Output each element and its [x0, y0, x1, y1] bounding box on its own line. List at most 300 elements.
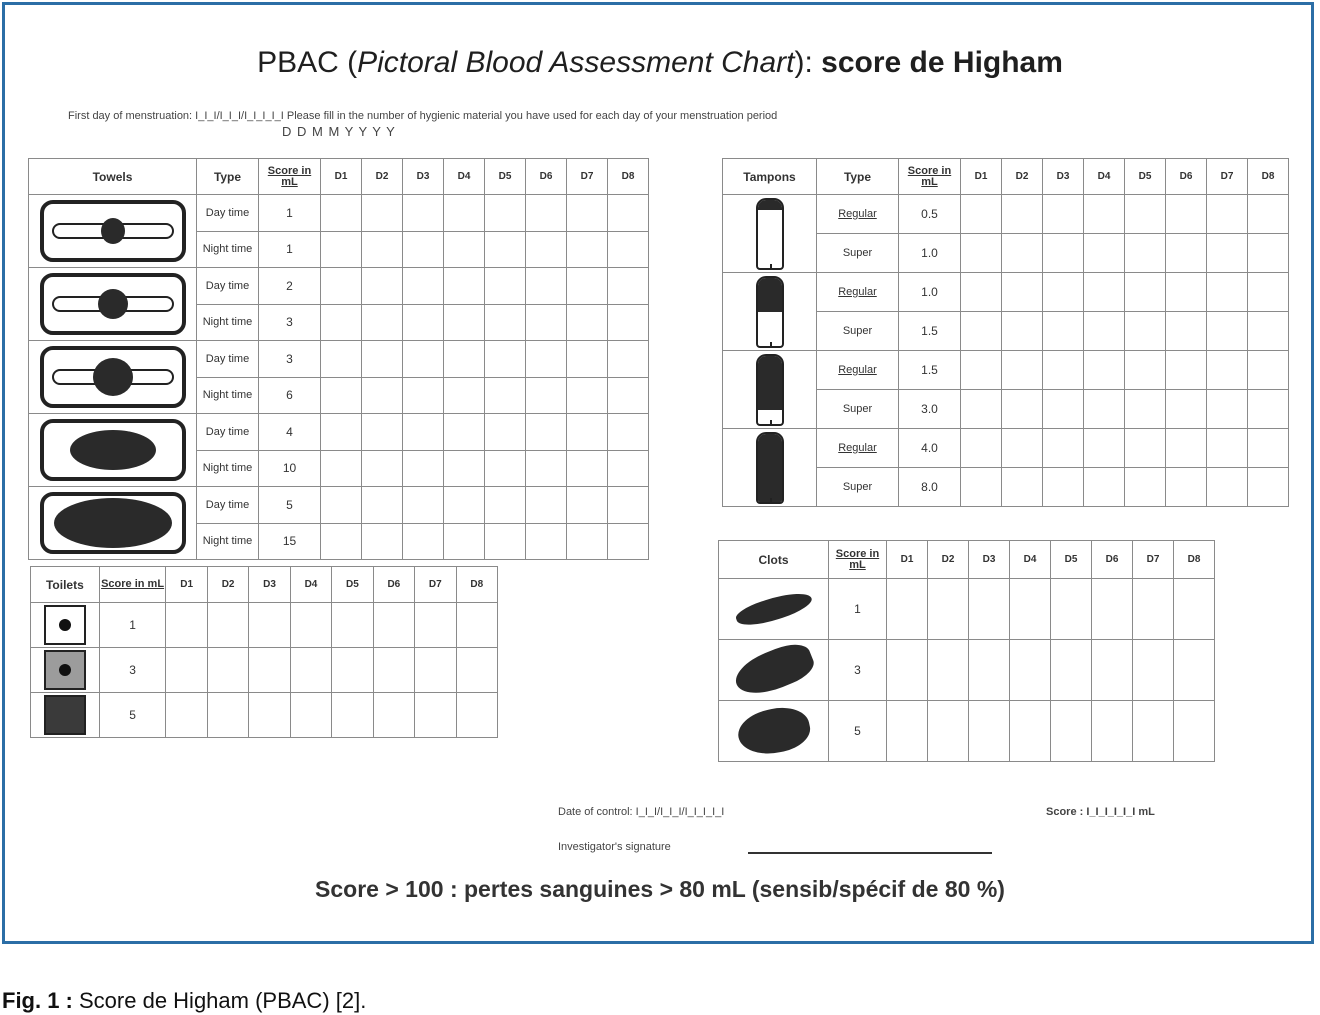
header-type: Type: [817, 159, 899, 195]
entry-cell-d8[interactable]: [608, 523, 649, 560]
toilet-image-cell: [31, 693, 100, 738]
entry-cell-d6[interactable]: [373, 693, 414, 738]
toilet-icon: [44, 695, 86, 735]
entry-cell-d2[interactable]: [1002, 468, 1043, 507]
entry-cell-d3[interactable]: [403, 450, 444, 487]
entry-cell-d8[interactable]: [608, 341, 649, 378]
entry-cell-d5[interactable]: [485, 523, 526, 560]
date-of-control: Date of control: I_I_I/I_I_I/I_I_I_I_I: [558, 806, 725, 818]
entry-cell-d7[interactable]: [1207, 429, 1248, 468]
header-day-d1: D1: [166, 567, 207, 603]
entry-cell-d4[interactable]: [444, 487, 485, 524]
entry-cell-d2[interactable]: [1002, 273, 1043, 312]
towel-type-label: Night time: [202, 462, 253, 475]
entry-cell-d7[interactable]: [1133, 579, 1174, 640]
towel-type: [197, 195, 259, 232]
entry-cell-d2[interactable]: [928, 701, 969, 762]
tampon-image-cell: [723, 195, 817, 273]
tampon-score: 1.5: [899, 312, 961, 351]
entry-cell-d8[interactable]: [608, 268, 649, 305]
entry-cell-d5[interactable]: [1125, 195, 1166, 234]
entry-cell-d1[interactable]: [961, 312, 1002, 351]
tampon-stain-icon: [758, 356, 782, 410]
entry-cell-d3[interactable]: [249, 693, 290, 738]
header-day-d6: D6: [373, 567, 414, 603]
tampon-stain-icon: [758, 200, 782, 210]
towel-image-cell: [29, 268, 197, 341]
towel-type: [197, 268, 259, 305]
entry-cell-d5[interactable]: [485, 377, 526, 414]
entry-cell-d6[interactable]: [526, 523, 567, 560]
entry-cell-d7[interactable]: [567, 450, 608, 487]
entry-cell-d5[interactable]: [485, 487, 526, 524]
entry-cell-d8[interactable]: [1248, 429, 1289, 468]
entry-cell-d1[interactable]: [321, 487, 362, 524]
entry-cell-d1[interactable]: [166, 693, 207, 738]
entry-cell-d3[interactable]: [249, 603, 290, 648]
tampon-row: [723, 429, 1289, 468]
caption-label: Fig. 1 :: [2, 988, 73, 1013]
entry-cell-d1[interactable]: [961, 429, 1002, 468]
entry-cell-d6[interactable]: [526, 304, 567, 341]
header-row: [31, 567, 498, 603]
tampon-row: [723, 351, 1289, 390]
header-item: Towels: [29, 159, 197, 195]
entry-cell-d4[interactable]: [444, 450, 485, 487]
header-item: Clots: [719, 541, 829, 579]
entry-cell-d5[interactable]: [1125, 429, 1166, 468]
entry-cell-d1[interactable]: [321, 450, 362, 487]
entry-cell-d4[interactable]: [290, 648, 331, 693]
header-day-d5: D5: [485, 159, 526, 195]
entry-cell-d7[interactable]: [415, 648, 456, 693]
entry-cell-d6[interactable]: [1166, 429, 1207, 468]
entry-cell-d3[interactable]: [969, 701, 1010, 762]
entry-cell-d8[interactable]: [1248, 312, 1289, 351]
title-part-2: Pictoral Blood Assessment Chart: [357, 46, 795, 79]
toilet-score: 1: [99, 603, 166, 648]
entry-cell-d3[interactable]: [1043, 234, 1084, 273]
entry-cell-d8[interactable]: [456, 693, 498, 738]
blood-drop-icon: [59, 619, 71, 631]
entry-cell-d6[interactable]: [1092, 701, 1133, 762]
entry-cell-d1[interactable]: [887, 701, 928, 762]
entry-cell-d8[interactable]: [456, 603, 498, 648]
tampon-type: [817, 312, 899, 351]
investigator-signature: Investigator's signature: [558, 841, 671, 853]
entry-cell-d8[interactable]: [1174, 640, 1215, 701]
entry-cell-d7[interactable]: [567, 414, 608, 451]
entry-cell-d6[interactable]: [1092, 640, 1133, 701]
entry-cell-d1[interactable]: [887, 579, 928, 640]
entry-cell-d4[interactable]: [444, 414, 485, 451]
header-day-d7: D7: [415, 567, 456, 603]
entry-cell-d6[interactable]: [526, 195, 567, 232]
header-day-d4: D4: [290, 567, 331, 603]
entry-cell-d2[interactable]: [362, 195, 403, 232]
tampon-string-icon: [770, 420, 772, 426]
entry-cell-d1[interactable]: [961, 273, 1002, 312]
entry-cell-d7[interactable]: [567, 523, 608, 560]
entry-cell-d4[interactable]: [1084, 468, 1125, 507]
header-day-d7: D7: [567, 159, 608, 195]
header-day-d4: D4: [1010, 541, 1051, 579]
entry-cell-d2[interactable]: [362, 414, 403, 451]
entry-cell-d3[interactable]: [1043, 351, 1084, 390]
entry-cell-d3[interactable]: [1043, 468, 1084, 507]
entry-cell-d8[interactable]: [608, 450, 649, 487]
header-day-d5: D5: [1051, 541, 1092, 579]
entry-cell-d4[interactable]: [1010, 579, 1051, 640]
entry-cell-d7[interactable]: [1207, 351, 1248, 390]
entry-cell-d4[interactable]: [444, 195, 485, 232]
entry-cell-d5[interactable]: [332, 603, 373, 648]
entry-cell-d2[interactable]: [362, 231, 403, 268]
entry-cell-d1[interactable]: [166, 648, 207, 693]
entry-cell-d4[interactable]: [1084, 390, 1125, 429]
towel-row: [29, 414, 649, 451]
toilets-table: [30, 566, 498, 738]
towel-type-label: Night time: [202, 316, 253, 329]
entry-cell-d8[interactable]: [608, 231, 649, 268]
entry-cell-d7[interactable]: [1207, 390, 1248, 429]
towel-row: [29, 195, 649, 232]
entry-cell-d8[interactable]: [608, 195, 649, 232]
entry-cell-d6[interactable]: [373, 648, 414, 693]
entry-cell-d5[interactable]: [1125, 312, 1166, 351]
header-day-d2: D2: [207, 567, 248, 603]
entry-cell-d6[interactable]: [1166, 468, 1207, 507]
entry-cell-d2[interactable]: [1002, 195, 1043, 234]
date-format: D D M M Y Y Y Y: [282, 124, 396, 139]
entry-cell-d5[interactable]: [1051, 640, 1092, 701]
entry-cell-d7[interactable]: [1207, 195, 1248, 234]
entry-cell-d7[interactable]: [1133, 640, 1174, 701]
entry-cell-d6[interactable]: [1092, 579, 1133, 640]
signature-line: [748, 852, 992, 854]
entry-cell-d3[interactable]: [403, 523, 444, 560]
title-part-1: PBAC (: [257, 46, 358, 79]
entry-cell-d2[interactable]: [928, 579, 969, 640]
entry-cell-d6[interactable]: [373, 603, 414, 648]
entry-cell-d8[interactable]: [1248, 273, 1289, 312]
entry-cell-d7[interactable]: [567, 377, 608, 414]
entry-cell-d8[interactable]: [608, 304, 649, 341]
entry-cell-d2[interactable]: [207, 693, 248, 738]
title-part-3: ):: [794, 46, 822, 79]
tampon-score: 0.5: [899, 195, 961, 234]
entry-cell-d4[interactable]: [290, 693, 331, 738]
entry-cell-d8[interactable]: [1248, 195, 1289, 234]
sanitary-towel-icon: [40, 346, 186, 408]
clot-row: [719, 640, 1215, 701]
entry-cell-d2[interactable]: [362, 487, 403, 524]
entry-cell-d4[interactable]: [1084, 351, 1125, 390]
towel-type-label: Night time: [202, 535, 253, 548]
blood-clot-icon: [729, 640, 817, 701]
entry-cell-d3[interactable]: [1043, 312, 1084, 351]
towel-type: [197, 304, 259, 341]
towel-score: 1: [259, 231, 321, 268]
entry-cell-d5[interactable]: [485, 231, 526, 268]
towel-image-cell: [29, 487, 197, 560]
entry-cell-d5[interactable]: [485, 414, 526, 451]
tampon-image-cell: [723, 351, 817, 429]
entry-cell-d7[interactable]: [567, 304, 608, 341]
entry-cell-d5[interactable]: [485, 304, 526, 341]
tampon-score: 1.0: [899, 234, 961, 273]
tampon-score: 4.0: [899, 429, 961, 468]
entry-cell-d1[interactable]: [961, 234, 1002, 273]
entry-cell-d2[interactable]: [207, 648, 248, 693]
entry-cell-d8[interactable]: [608, 377, 649, 414]
entry-cell-d1[interactable]: [166, 603, 207, 648]
entry-cell-d6[interactable]: [1166, 351, 1207, 390]
entry-cell-d4[interactable]: [1084, 429, 1125, 468]
entry-cell-d4[interactable]: [1084, 273, 1125, 312]
header-day-d1: D1: [887, 541, 928, 579]
entry-cell-d6[interactable]: [1166, 195, 1207, 234]
entry-cell-d3[interactable]: [1043, 195, 1084, 234]
towel-type-label: Day time: [205, 425, 250, 438]
entry-cell-d7[interactable]: [1207, 468, 1248, 507]
sanitary-towel-icon: [40, 419, 186, 481]
tampon-type: [817, 429, 899, 468]
entry-cell-d5[interactable]: [1125, 390, 1166, 429]
entry-cell-d3[interactable]: [1043, 273, 1084, 312]
entry-cell-d5[interactable]: [1125, 351, 1166, 390]
towel-type: [197, 341, 259, 378]
entry-cell-d4[interactable]: [290, 603, 331, 648]
entry-cell-d4[interactable]: [1084, 195, 1125, 234]
entry-cell-d6[interactable]: [526, 414, 567, 451]
entry-cell-d7[interactable]: [567, 195, 608, 232]
entry-cell-d5[interactable]: [1125, 468, 1166, 507]
tampon-score: 1.5: [899, 351, 961, 390]
entry-cell-d2[interactable]: [1002, 351, 1043, 390]
header-day-d5: D5: [332, 567, 373, 603]
entry-cell-d5[interactable]: [485, 195, 526, 232]
entry-cell-d2[interactable]: [362, 304, 403, 341]
entry-cell-d4[interactable]: [1010, 701, 1051, 762]
entry-cell-d3[interactable]: [403, 487, 444, 524]
entry-cell-d7[interactable]: [567, 268, 608, 305]
entry-cell-d6[interactable]: [526, 450, 567, 487]
towel-type: [197, 231, 259, 268]
tampon-type: [817, 390, 899, 429]
entry-cell-d6[interactable]: [526, 231, 567, 268]
entry-cell-d1[interactable]: [961, 195, 1002, 234]
entry-cell-d2[interactable]: [362, 450, 403, 487]
entry-cell-d7[interactable]: [567, 341, 608, 378]
entry-cell-d1[interactable]: [961, 390, 1002, 429]
entry-cell-d7[interactable]: [567, 231, 608, 268]
entry-cell-d2[interactable]: [1002, 429, 1043, 468]
entry-cell-d5[interactable]: [1051, 701, 1092, 762]
header-day-d3: D3: [969, 541, 1010, 579]
towel-type: [197, 377, 259, 414]
entry-cell-d6[interactable]: [526, 487, 567, 524]
entry-cell-d2[interactable]: [362, 377, 403, 414]
entry-cell-d3[interactable]: [403, 341, 444, 378]
tampon-type: [817, 351, 899, 390]
entry-cell-d6[interactable]: [1166, 390, 1207, 429]
entry-cell-d6[interactable]: [526, 268, 567, 305]
header-day-d1: D1: [961, 159, 1002, 195]
sanitary-towel-icon: [40, 492, 186, 554]
entry-cell-d2[interactable]: [207, 603, 248, 648]
header-day-d6: D6: [1092, 541, 1133, 579]
tampon-row: [723, 273, 1289, 312]
entry-cell-d3[interactable]: [403, 268, 444, 305]
entry-cell-d4[interactable]: [444, 304, 485, 341]
entry-cell-d2[interactable]: [362, 523, 403, 560]
header-score: Score in mL: [99, 567, 166, 603]
towel-type: [197, 487, 259, 524]
entry-cell-d8[interactable]: [1248, 234, 1289, 273]
entry-cell-d7[interactable]: [1207, 312, 1248, 351]
blood-drop-icon: [59, 664, 71, 676]
entry-cell-d3[interactable]: [403, 231, 444, 268]
entry-cell-d5[interactable]: [485, 268, 526, 305]
entry-cell-d8[interactable]: [608, 414, 649, 451]
entry-cell-d5[interactable]: [332, 693, 373, 738]
entry-cell-d3[interactable]: [249, 648, 290, 693]
clot-image-cell: [719, 579, 829, 640]
entry-cell-d4[interactable]: [444, 523, 485, 560]
entry-cell-d2[interactable]: [1002, 312, 1043, 351]
entry-cell-d3[interactable]: [403, 414, 444, 451]
entry-cell-d8[interactable]: [1174, 701, 1215, 762]
entry-cell-d7[interactable]: [567, 487, 608, 524]
entry-cell-d1[interactable]: [321, 268, 362, 305]
entry-cell-d1[interactable]: [961, 351, 1002, 390]
towel-type-label: Day time: [205, 352, 250, 365]
tampon-type-label: Super: [842, 403, 873, 415]
entry-cell-d6[interactable]: [526, 377, 567, 414]
tampon-image-cell: [723, 429, 817, 507]
entry-cell-d4[interactable]: [1084, 234, 1125, 273]
entry-cell-d7[interactable]: [1133, 701, 1174, 762]
toilet-icon: [44, 650, 86, 690]
entry-cell-d6[interactable]: [1166, 234, 1207, 273]
header-day-d1: D1: [321, 159, 362, 195]
blood-stain-icon: [54, 498, 172, 548]
entry-cell-d1[interactable]: [961, 468, 1002, 507]
entry-cell-d6[interactable]: [1166, 273, 1207, 312]
entry-cell-d2[interactable]: [362, 341, 403, 378]
entry-cell-d4[interactable]: [1010, 640, 1051, 701]
entry-cell-d4[interactable]: [444, 268, 485, 305]
page-title: [0, 46, 1320, 80]
towel-score: 3: [259, 341, 321, 378]
header-type: Type: [197, 159, 259, 195]
entry-cell-d7[interactable]: [1207, 273, 1248, 312]
entry-cell-d3[interactable]: [969, 640, 1010, 701]
entry-cell-d5[interactable]: [1125, 234, 1166, 273]
entry-cell-d8[interactable]: [1248, 351, 1289, 390]
entry-cell-d3[interactable]: [403, 304, 444, 341]
tampon-type-label: Super: [842, 325, 873, 337]
tampon-icon: [756, 198, 784, 270]
towel-type: [197, 450, 259, 487]
entry-cell-d5[interactable]: [1125, 273, 1166, 312]
towel-score: 4: [259, 414, 321, 451]
entry-cell-d6[interactable]: [526, 341, 567, 378]
title-part-4: score de Higham: [821, 46, 1063, 79]
entry-cell-d2[interactable]: [1002, 390, 1043, 429]
clot-row: [719, 701, 1215, 762]
entry-cell-d8[interactable]: [1174, 579, 1215, 640]
clot-score: 1: [829, 579, 887, 640]
entry-cell-d3[interactable]: [1043, 429, 1084, 468]
blood-stain-icon: [70, 430, 156, 470]
towel-image-cell: [29, 341, 197, 414]
entry-cell-d4[interactable]: [444, 231, 485, 268]
tampon-type: [817, 468, 899, 507]
entry-cell-d8[interactable]: [608, 487, 649, 524]
entry-cell-d1[interactable]: [321, 231, 362, 268]
entry-cell-d1[interactable]: [321, 414, 362, 451]
entry-cell-d5[interactable]: [485, 450, 526, 487]
tampon-string-icon: [770, 342, 772, 348]
entry-cell-d4[interactable]: [444, 377, 485, 414]
entry-cell-d1[interactable]: [321, 377, 362, 414]
clot-score: 5: [829, 701, 887, 762]
entry-cell-d3[interactable]: [1043, 390, 1084, 429]
entry-cell-d3[interactable]: [403, 377, 444, 414]
header-score: Score in mL: [899, 159, 961, 195]
entry-cell-d1[interactable]: [321, 304, 362, 341]
entry-cell-d3[interactable]: [403, 195, 444, 232]
entry-cell-d7[interactable]: [1207, 234, 1248, 273]
entry-cell-d6[interactable]: [1166, 312, 1207, 351]
tampon-icon: [756, 432, 784, 504]
entry-cell-d2[interactable]: [928, 640, 969, 701]
entry-cell-d5[interactable]: [485, 341, 526, 378]
header-day-d3: D3: [249, 567, 290, 603]
blood-clot-icon: [733, 586, 814, 631]
entry-cell-d3[interactable]: [969, 579, 1010, 640]
instructions: First day of menstruation: I_I_I/I_I_I/I_I_I_I_I Please fill in the number of hygienic material you have used for each day of your menstruation period: [68, 110, 778, 122]
tampon-type-label: Super: [842, 481, 873, 493]
entry-cell-d2[interactable]: [362, 268, 403, 305]
tampon-score: 1.0: [899, 273, 961, 312]
header-day-d8: D8: [1174, 541, 1215, 579]
toilet-image-cell: [31, 648, 100, 693]
entry-cell-d5[interactable]: [332, 648, 373, 693]
entry-cell-d4[interactable]: [1084, 312, 1125, 351]
entry-cell-d5[interactable]: [1051, 579, 1092, 640]
entry-cell-d8[interactable]: [1248, 390, 1289, 429]
towel-type-label: Day time: [205, 206, 250, 219]
entry-cell-d1[interactable]: [887, 640, 928, 701]
header-day-d7: D7: [1207, 159, 1248, 195]
entry-cell-d8[interactable]: [1248, 468, 1289, 507]
entry-cell-d1[interactable]: [321, 195, 362, 232]
entry-cell-d1[interactable]: [321, 341, 362, 378]
entry-cell-d7[interactable]: [415, 603, 456, 648]
tampon-type: [817, 234, 899, 273]
entry-cell-d1[interactable]: [321, 523, 362, 560]
tampon-type-label: Regular: [838, 286, 877, 298]
entry-cell-d2[interactable]: [1002, 234, 1043, 273]
header-row: [723, 159, 1289, 195]
entry-cell-d7[interactable]: [415, 693, 456, 738]
entry-cell-d4[interactable]: [444, 341, 485, 378]
towel-score: 15: [259, 523, 321, 560]
entry-cell-d8[interactable]: [456, 648, 498, 693]
